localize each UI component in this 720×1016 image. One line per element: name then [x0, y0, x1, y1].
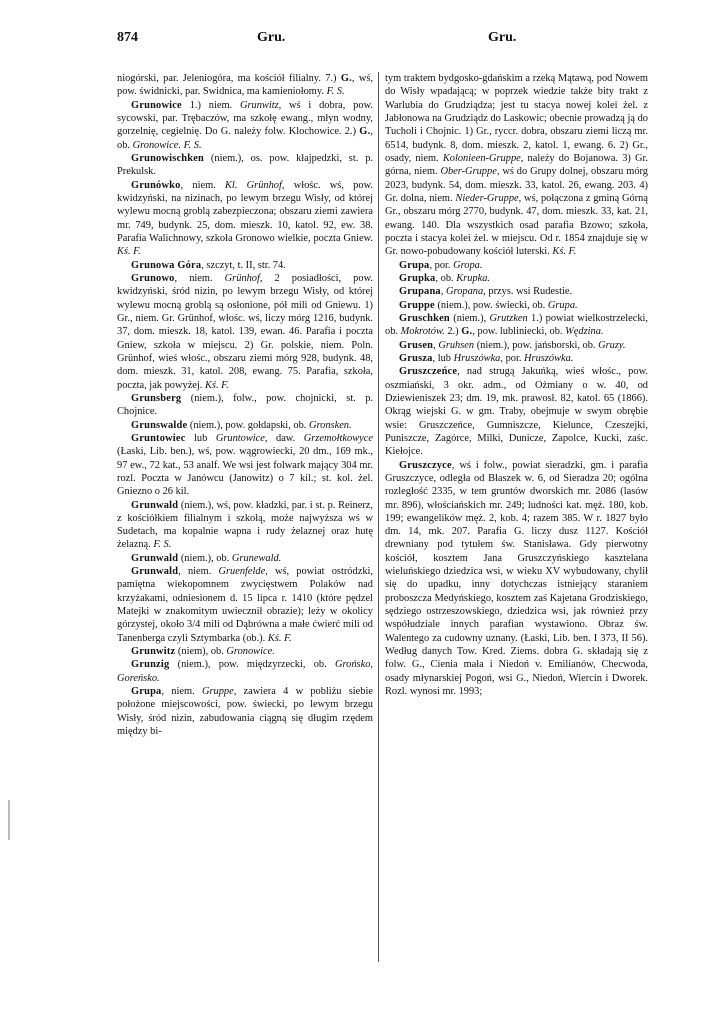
entry-text: , niem. [161, 686, 202, 698]
entry-text: lub [185, 432, 216, 444]
dictionary-entry [117, 432, 373, 499]
dictionary-entry [385, 352, 648, 365]
entry-text: tym traktem bydgosko-gdańskim a rzeką Mątawą, pod Nowem do Wisły wpadającą; w poprzek wiedzie także bity trakt z Warlubia do Grudziądza; jest tu stacya nowej kolei żel. z Jabłonowa na Grudziądz do Laskowic; obecnie prowadzą ją do Tucholi i Chojnic. 1) Gr., ryccr. dobra, obszaru ziemi liczą mr. 6514, budynk. 8, dom. mieszk. 2, katol. 1, ewang. 6. 2) Gr., osady, niem. [385, 73, 648, 164]
entry-headword: Gruschken [399, 312, 450, 324]
dictionary-entry [385, 459, 648, 699]
dictionary-entry [117, 565, 373, 645]
entry-text: (niem.), pow. gołdapski, ob. [187, 419, 309, 431]
column-divider [378, 72, 379, 962]
dictionary-entry [117, 552, 373, 565]
italic-text: Grutzken [489, 312, 528, 324]
dictionary-entry [117, 499, 373, 552]
italic-text: Kś. F. [205, 379, 229, 391]
italic-text: F. S. [153, 539, 172, 551]
entry-text: (niem.), [449, 312, 490, 324]
entry-text: (niem), ob. [175, 646, 227, 658]
italic-text: F. S. [183, 139, 202, 151]
entry-headword: G. [340, 73, 352, 84]
entry-text: , niem. [174, 272, 225, 284]
italic-text: Gruntowice [215, 432, 265, 444]
italic-text: Gropana [446, 286, 484, 298]
dictionary-entry [385, 285, 648, 298]
dictionary-entry [117, 272, 373, 392]
italic-text: F. S. [326, 86, 345, 98]
entry-headword: Grupka [399, 272, 436, 284]
dictionary-entry [117, 259, 373, 272]
entry-text: , zawiera 4 w pobliżu siebie położone miejscowości, pow. świecki, po lewym brzegu Wisły, śród nizin, zabudowania ciągną się długim rzędem między bi- [117, 686, 373, 738]
italic-text: Gruhsen [438, 339, 475, 351]
entry-text: , szczyt, t. II, str. 74. [201, 259, 286, 271]
entry-headword: Grusza [399, 352, 433, 364]
entry-text: , 2 posiadłości, pow. kwidzyński, śród nizin, po lewym brzegu Wisły, od której wylewu mocną groblą są osłonione, pół mili od Gniewu. 1) Gr., niem. Gr. Grünhof, włośc. wś, liczy mórg 1216, budynk. 37, dom. mieszk. 18, katol. 139, ewan. 46. Parafia i poczta Gniew, szkoła w miejscu. 2) Gr. polskie, niem. Poln. Grünhof, wieś włośc., obszaru ziemi mórg 928, budynk. 48, dom. mieszk. 31, katol. 208, ewang. 75. Parafia, szkoła, poczta, jak powyżej. [117, 272, 373, 391]
italic-text: Kl. Grünhof [225, 179, 282, 191]
entry-text: , pow. lubliniecki, ob. [472, 326, 566, 338]
italic-text: Grunwitz [239, 99, 279, 111]
entry-headword: Grunówko [131, 179, 181, 191]
italic-text: Grzemołtkowyce [303, 432, 373, 444]
entry-text: , przys. wsi Rudestie. [483, 286, 573, 298]
entry-headword: Gruszczeńce [399, 366, 458, 378]
entry-text: 1.) niem. [181, 99, 240, 111]
dictionary-entry [385, 299, 648, 312]
entry-headword: Gruppe [399, 299, 435, 311]
entry-headword: Grupana [399, 286, 441, 298]
entry-text: , ob. [117, 126, 373, 151]
dictionary-entry [117, 99, 373, 152]
entry-text: mili od Dąbrówna a małe ćwierć mili od Tanenberga czyli Sztymbarka (ob.). [117, 619, 373, 644]
italic-text: Hruszówka. [524, 352, 574, 364]
entry-text: , [440, 286, 447, 298]
dictionary-entry [385, 259, 648, 272]
entry-text: (niem.), pow. jańsborski, ob. [474, 339, 599, 351]
page-number: 874 [117, 30, 138, 45]
italic-text: Ober-Gruppe [440, 166, 497, 178]
italic-text: Grońsko, Goreńsko. [117, 659, 373, 684]
italic-text: Nieder-Gruppe [455, 192, 519, 204]
entry-headword: Grunwald [131, 552, 179, 564]
entry-headword: Grusen [399, 339, 434, 351]
entry-text: (niem.), pow. świecki, ob. [434, 299, 548, 311]
entry-headword: Grunsberg [131, 392, 182, 404]
dictionary-entry [385, 72, 648, 259]
scan-margin-mark [8, 800, 10, 840]
italic-text: Hruszówka [453, 352, 501, 364]
dictionary-entry [385, 339, 648, 352]
left-running-head: Gru. [257, 30, 286, 45]
entry-text: 2.) [444, 326, 462, 338]
dictionary-entry [117, 658, 373, 685]
italic-text: Kś. F. [267, 632, 292, 644]
entry-headword: Grunzig [131, 659, 170, 671]
entry-text: , daw. [264, 432, 304, 444]
dictionary-entry [117, 392, 373, 419]
dictionary-entry [117, 645, 373, 658]
entry-headword: Grupa [399, 259, 430, 271]
entry-text: , włośc. wś, pow. kwidzyński, na nizinach, po lewym brzegu Wisły, od której wylewu mocną groblą zabezpieczona; obszaru ziemi zawiera mr. 749, budynk. 25, dom. mieszk. 10, katol. 92, ew. 38. Parafia Walichnowy, szkoła Gronowo wielkie, poczta Gniew. [117, 179, 373, 244]
entry-text: (niem.), pow. międzyrzecki, ob. [169, 659, 335, 671]
right-running-head: Gru. [488, 30, 517, 45]
right-column [385, 72, 648, 698]
dictionary-entry [117, 179, 373, 259]
entry-text: niogórski, par. Jeleniogóra, ma kościół filialny. 7.) [117, 73, 341, 84]
entry-text: , należy do Bojanowa. 3) Gr. górna, niem. [385, 152, 648, 178]
italic-text: Grunewald. [231, 552, 282, 564]
entry-text: , wś i dobra, pow. sycowski, par. Trębaczów, ma szkołę ewang., młyn wodny, gorzelnię, cegielnię. Do G. należy folw. Klochowice. 2.) [117, 99, 374, 138]
dictionary-entry [117, 152, 373, 179]
left-column [117, 72, 373, 738]
entry-text: , ob. [435, 272, 457, 284]
entry-text: , lub [432, 352, 454, 364]
italic-text: Gruppe [201, 686, 234, 698]
italic-text: Kś. F. [552, 246, 577, 258]
entry-headword: G. [359, 126, 371, 138]
entry-text: , por. [500, 352, 525, 364]
entry-headword: Grunswalde [131, 419, 188, 431]
italic-text: Krupka. [456, 272, 490, 284]
entry-headword: Grunowice [131, 99, 182, 111]
entry-text: , nad strugą Jakuńką, wieś włośc., pow. oszmiański, 3 okr. adm., od Ożmiany o w. 40, od Dziewieniszek 23; dm. 19, mk. prawosł. 82, katol. 65 (1866). Okrąg wiejski G. w gm. Traby, obejmuje w swym obrębie wsie: Gruszczeńce, Gumniszcze, Kielunce, Czeszejki, Puniszcze, Zagórce, Milki, Dunicze, Zapolce, Kucki, zaśc. Kiełojce. [385, 366, 648, 458]
entry-text: , wś, połączona z gminą Górną Gr., obszaru mórg 2770, budynk. 47, dom. mieszk. 33, kat. 21, ewang. 140. Dla wszystkich osad parafia Bzowo; szkoła, poczta i stacya kolei żel. w miejscu. Od r. 1854 znajduje się w Gr. nowo-pobudowany kościół luterski. [385, 192, 648, 258]
entry-text: , por. [429, 259, 454, 271]
entry-text: , wś, pow. świdnicki, par. Swidnica, ma kamieniołomy. [117, 73, 373, 98]
entry-headword: G. [461, 326, 473, 338]
entry-text: , wś, powiat ostródzki, pamiętna wiekopomnem zwycięstwem Polaków nad krzyżakami, odniesionem d. 15 lipca r. 1410 (które pędzel Matejki w znakomitym uwiecznił obrazie); leży w okolicy górzystej, około [117, 566, 373, 631]
entry-text: (niem.), os. pow. kłajpedzki, st. p. Prekulsk. [117, 152, 373, 178]
dictionary-entry [385, 272, 648, 285]
dictionary-entry [385, 365, 648, 458]
dictionary-entry [117, 685, 373, 738]
entry-headword: Grupa [131, 686, 162, 698]
entry-headword: Grunowo [131, 272, 175, 284]
entry-text: , niem. [180, 179, 225, 191]
entry-text: 1.) powiat wielkostrzelecki, ob. [385, 312, 648, 338]
dictionary-entry [385, 312, 648, 339]
entry-text: , wś do Grupy dolnej, obszaru mórg 2023, budynk. 54, dom. mieszk. 33, katol. 26, ewang. 203. 4) Gr. dolna, niem. [385, 166, 648, 204]
entry-text: , [433, 339, 439, 351]
entry-text: (niem.), wś, pow. kładzki, par. i st. p. Reinerz, z kościółkiem filialnym i szkołą, może najwyższa wś w Sudetach, ma kopalnie wapna i rudy żelaznej oraz hutę żelazną. [117, 499, 373, 551]
entry-text: (niem.), folw., pow. chojnicki, st. p. Chojnice. [117, 392, 373, 418]
italic-text: Kś. F. [117, 246, 141, 258]
entry-headword: Grunwitz [131, 646, 176, 658]
entry-headword: Grunwald [131, 566, 179, 578]
fraction-text: 3/4 [187, 619, 201, 631]
italic-text: Gronowice. [226, 646, 275, 658]
italic-text: Kolonieen-Gruppe [442, 152, 521, 164]
entry-headword: Gruszczyce [399, 459, 452, 471]
entry-text: , niem. [178, 566, 219, 578]
entry-headword: Grunwald [131, 499, 179, 511]
italic-text: Gruenfelde [218, 566, 266, 578]
entry-headword: Grunowischken [131, 152, 205, 164]
entry-headword: Grunowa Góra [131, 259, 202, 271]
italic-text: Gruzy. [598, 339, 626, 351]
italic-text: Mokrotów. [400, 326, 445, 338]
entry-text: , wś i folw., powiat sieradzki, gm. i parafia Gruszczyce, odległa od Błaszek w. 6, od Sieradza 20; ogólna rozległość 2335, w tem gruntów dworskich mr. 2086 (lasów mr. 896), włościańskich mr. 249; ludności kat. męż. 180, kob. 199; ewangelików męż. 2, kob. 4; razem 385. W r. 1827 było dm. 14, mk. 207. Parafia G. liczy dusz 1127. Kościół drewniany pod tytułem św. Stanisława. Gdy pierwotny kościół, kosztem Jana Gruszczyńskiego kasztelana wieluńskiego dziedzica wsi, w wieku XV wybudowany, chylił się do upadku, inny dotychczas istniejący staraniem proboszcza Medyńskiego, kosztem zaś Kajetana Grodziskiego, sędziego ostrzeszowskiego, dziedzica wsi, jak również przy współudziale innych parafian wystawiono. Obraz św. Walentego za cudowny uznany. (Łaski, Lib. ben. I 373, II 56). Według danych Tow. Kred. Ziems. dobra G. składają się z folw. G., Cienia mała i Niedoń v. Emilianów, Checwoda, osady młynarskiej Pogoń, wsi G., Niedoń, Wiercin i Dworek. Rozl. wynosi mr. 1993; [385, 459, 648, 698]
dictionary-entry [117, 72, 373, 99]
dictionary-entry [117, 419, 373, 432]
italic-text: Gropa. [453, 259, 483, 271]
italic-text: Gronowice. [132, 139, 181, 151]
italic-text: Grupa. [547, 299, 578, 311]
entry-text: (Łaski, Lib. ben.), wś, pow. wągrowiecki, 20 dm., 169 mk., 97 ew., 72 kat., 53 analf. We wsi jest folwark mający 304 mr. rozl. Poczta w Janówcu (Janowitz) o 7 kil.; st. kol. żel. Gniezno o 26 kil. [117, 446, 373, 498]
italic-text: Wędzina. [565, 326, 604, 338]
italic-text: Grünhof [224, 272, 260, 284]
running-header [117, 30, 648, 52]
entry-headword: Gruntowiec [131, 432, 186, 444]
entry-text: (niem.), ob. [178, 552, 232, 564]
italic-text: Gronsken. [308, 419, 352, 431]
